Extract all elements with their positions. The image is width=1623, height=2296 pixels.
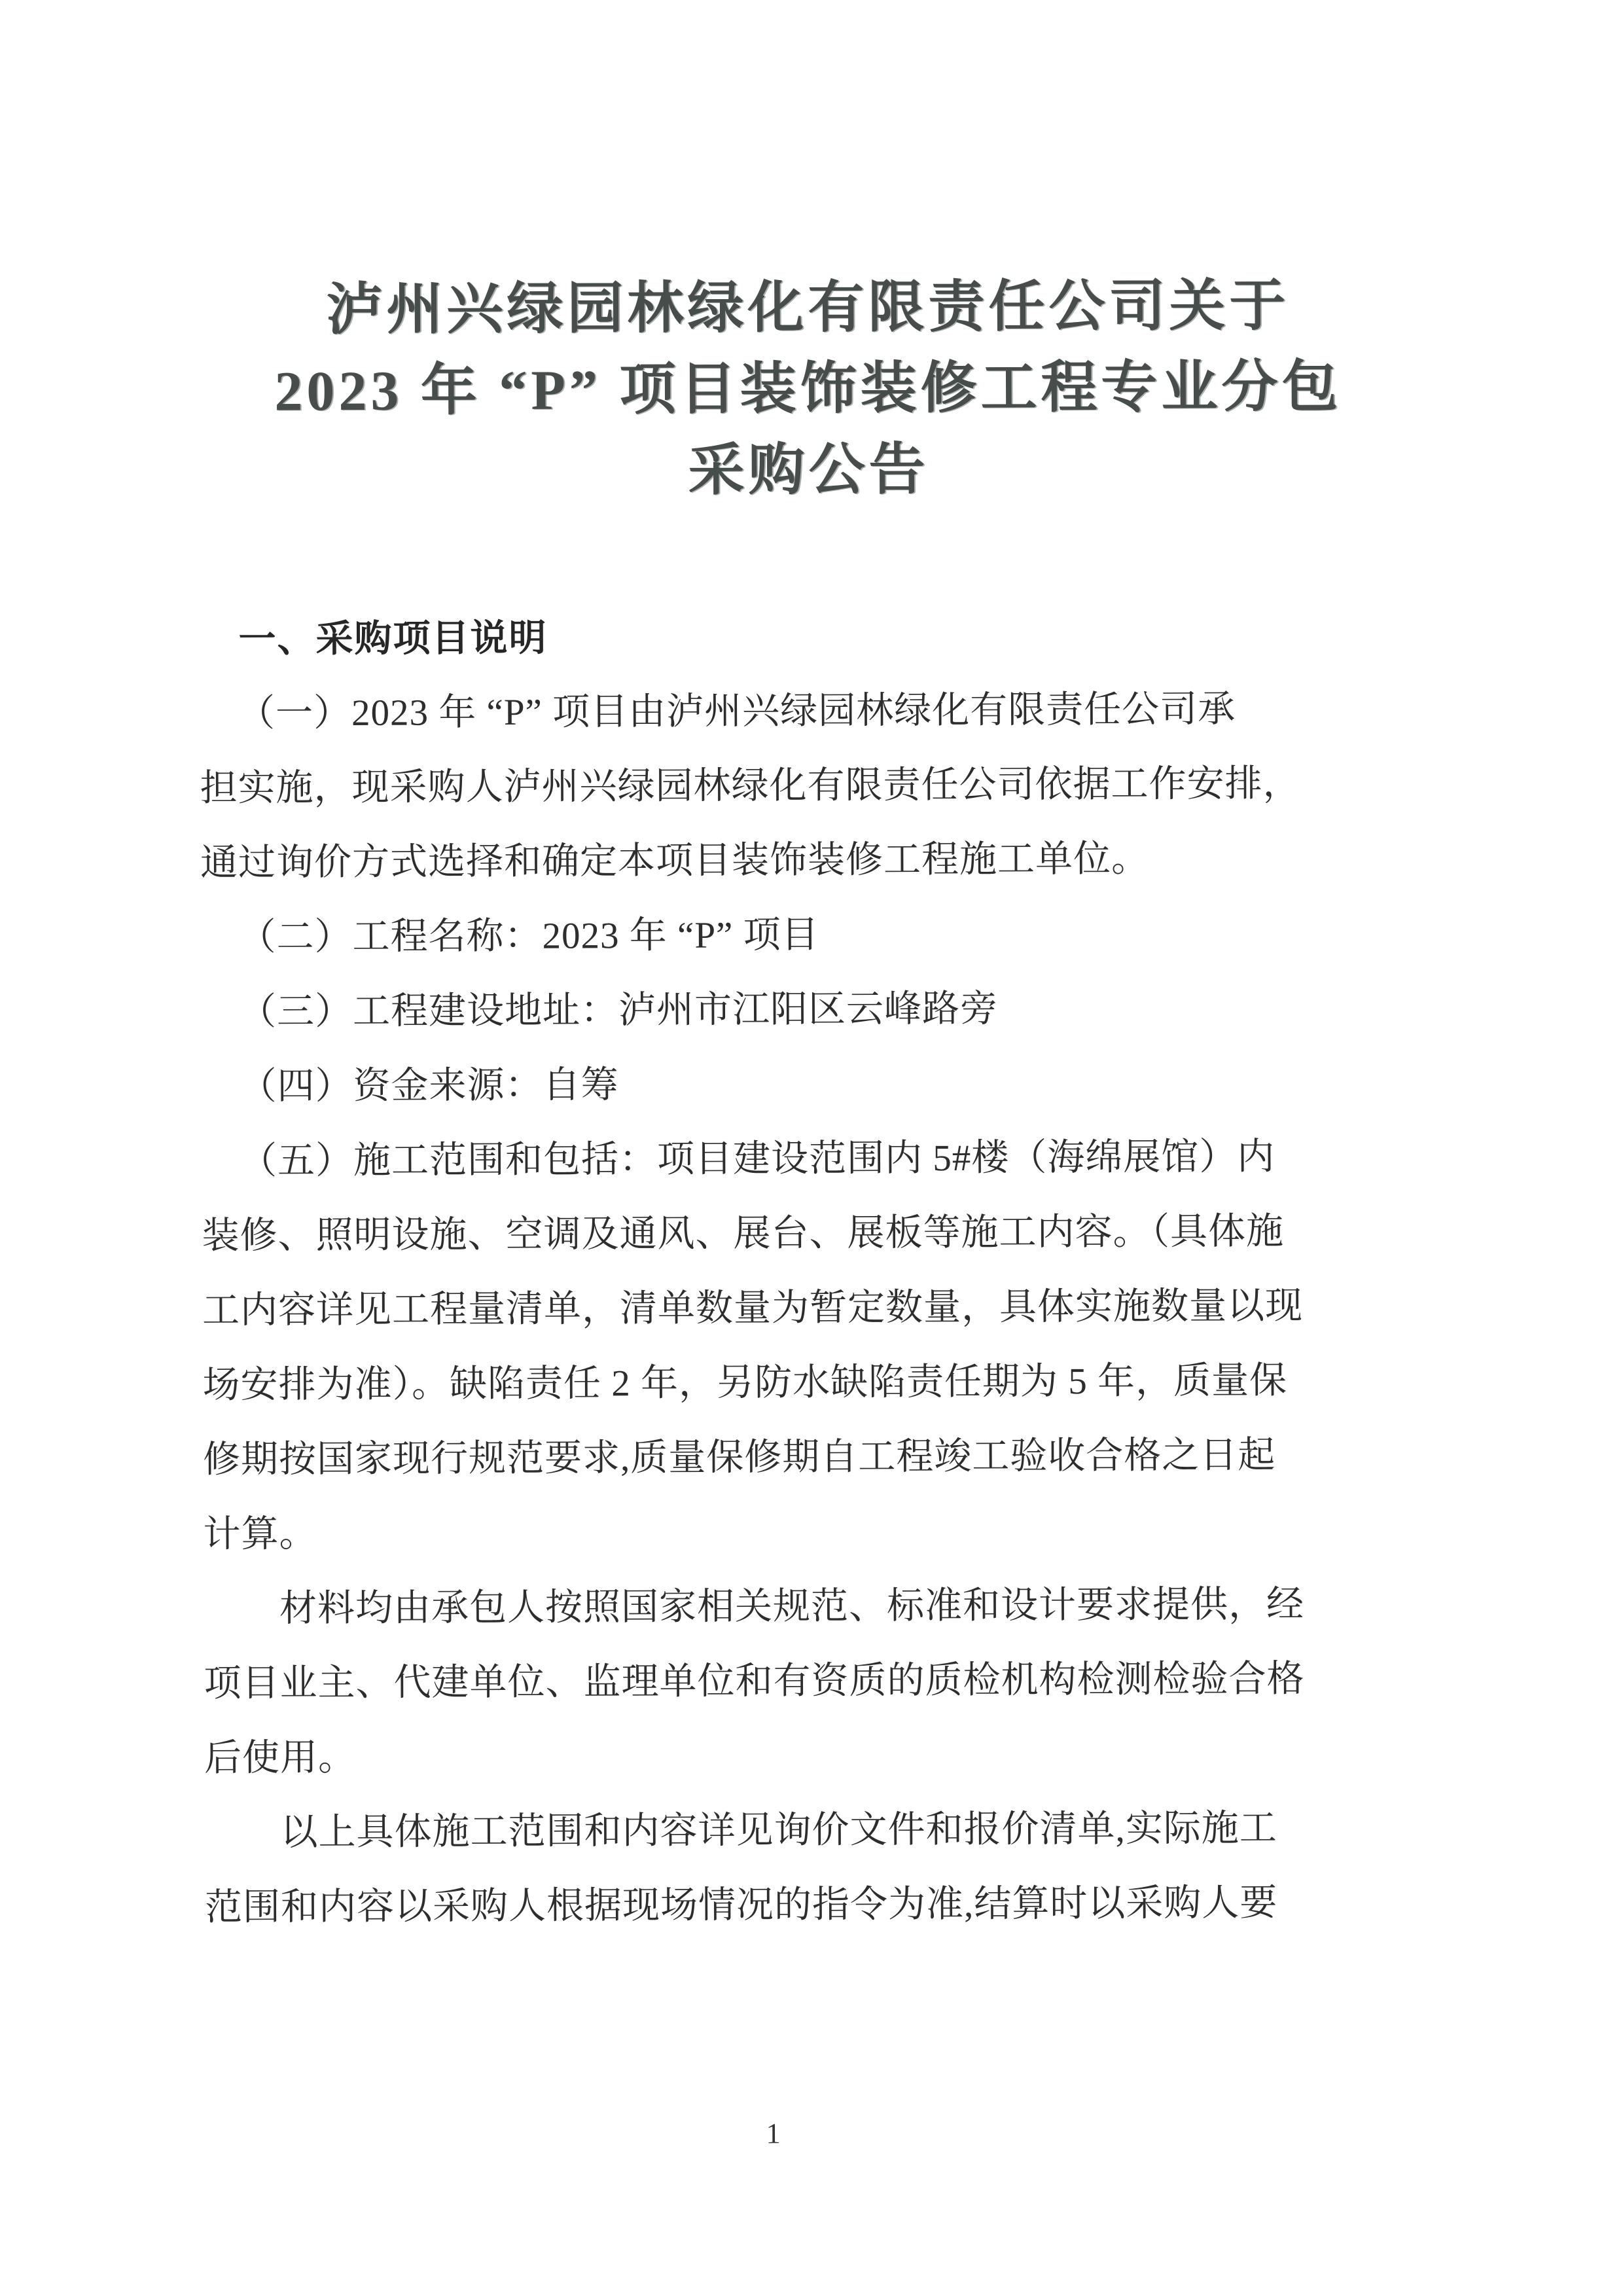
body-line: （三）工程建设地址：泸州市江阳区云峰路旁 — [238, 988, 999, 1033]
title-line-2: 2023 年 “P” 项目装饰装修工程专业分包 — [274, 355, 1342, 423]
body-line: 装修、照明设施、空调及通风、展台、展板等施工内容。（具体施 — [202, 1210, 1285, 1257]
body-line: （二）工程名称：2023 年 “P” 项目 — [238, 914, 819, 958]
body-line: 计算。 — [203, 1513, 317, 1556]
body-line: 材料均由承包人按照国家相关规范、标准和设计要求提供，经 — [279, 1583, 1305, 1630]
body-line: 项目业主、代建单位、监理单位和有资质的质检机构检测检验合格 — [204, 1658, 1305, 1705]
title-line-3: 采购公告 — [688, 438, 929, 502]
body-line: 场安排为准）。缺陷责任 2 年，另防水缺陷责任期为 5 年，质量保 — [202, 1359, 1288, 1407]
body-line: 工内容详见工程量清单，清单数量为暂定数量，具体实施数量以现 — [202, 1285, 1304, 1332]
title-line-1: 泸州兴绿园林绿化有限责任公司关于 — [326, 274, 1290, 342]
body-line: （四）资金来源：自筹 — [239, 1064, 619, 1107]
body-line: 后使用。 — [204, 1737, 357, 1780]
page-number: 1 — [766, 2117, 781, 2150]
document-body — [200, 672, 1442, 1945]
body-line: 范围和内容以采购人根据现场情况的指令为准,结算时以采购人要 — [204, 1882, 1278, 1929]
body-line: 修期按国家现行规范要求,质量保修期自工程竣工验收合格之日起 — [202, 1434, 1276, 1481]
body-line: 担实施，现采购人泸州兴绿园林绿化有限责任公司依据工作安排， — [200, 762, 1301, 810]
document-title — [0, 264, 1620, 514]
body-line: 通过询价方式选择和确定本项目装饰装修工程施工单位。 — [200, 838, 1150, 884]
body-line: 以上具体施工范围和内容详见询价文件和报价清单,实际施工 — [280, 1807, 1277, 1854]
section-heading: 一、采购项目说明 — [238, 617, 548, 660]
body-line: （一）2023 年 “P” 项目由泸州兴绿园林绿化有限责任公司承 — [237, 689, 1236, 734]
body-line: （五）施工范围和包括：项目建设范围内 5#楼（海绵展馆）内 — [239, 1136, 1275, 1182]
